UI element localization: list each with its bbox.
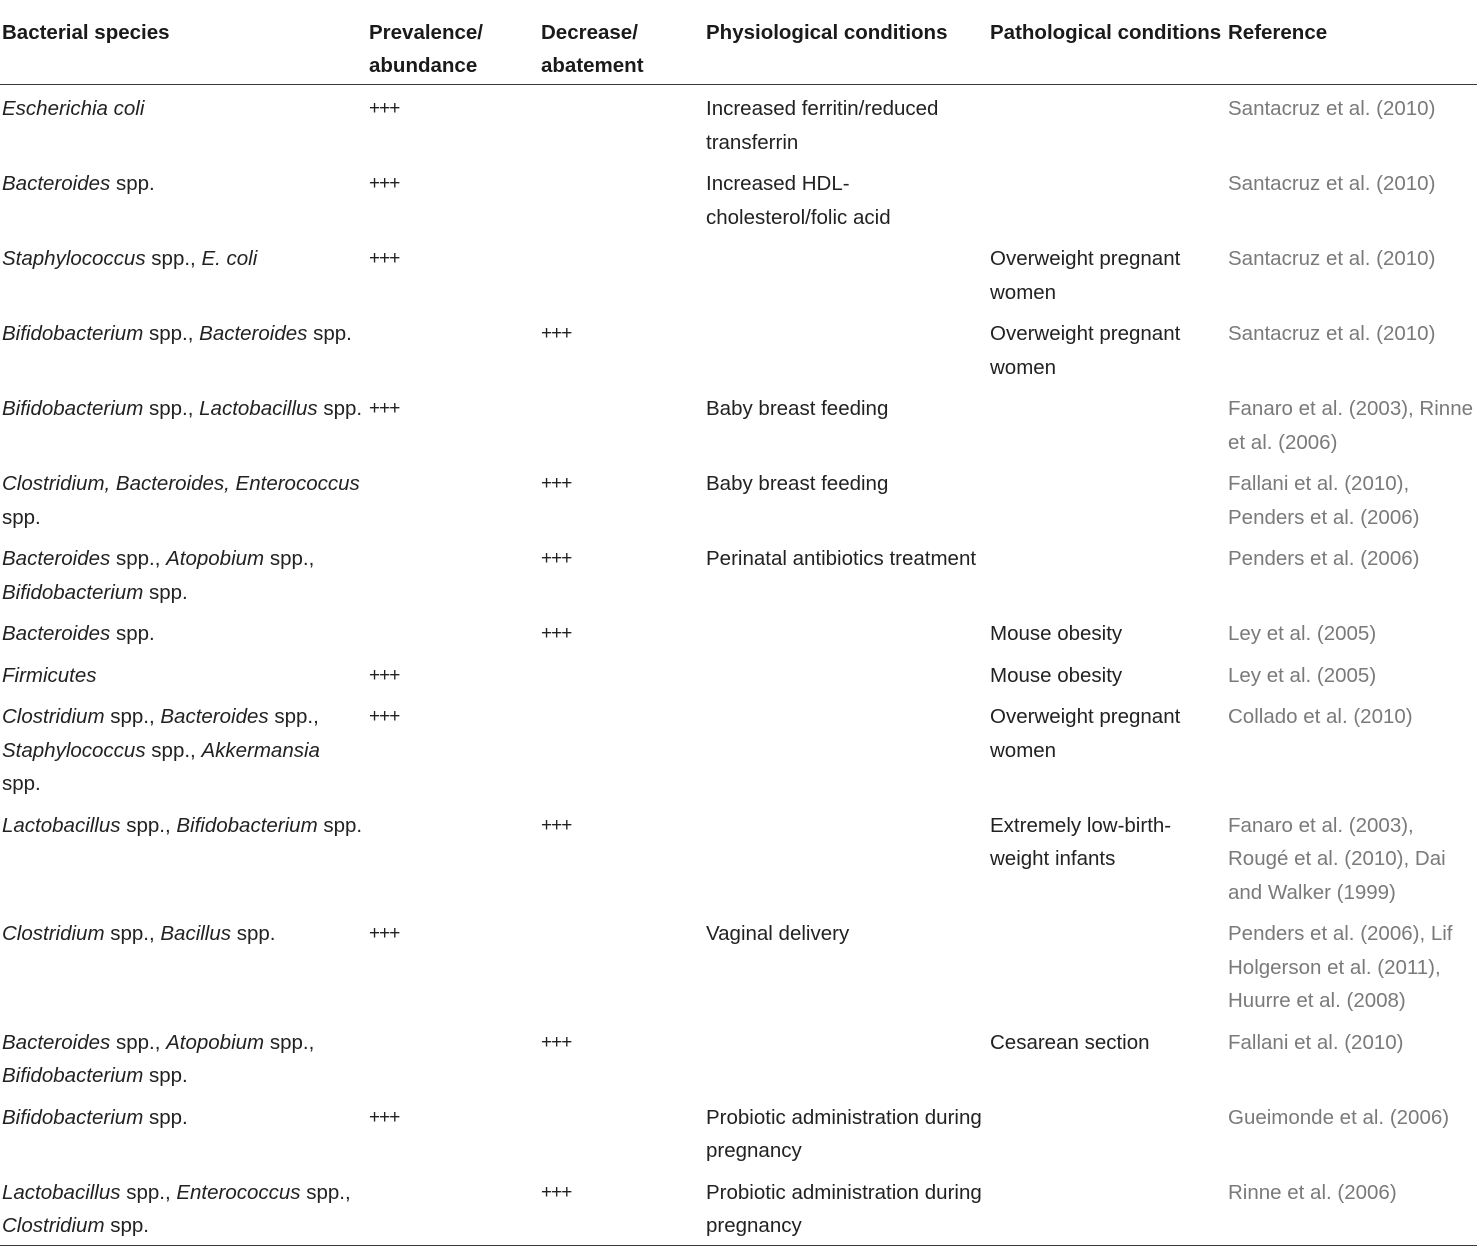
species-text: spp. — [104, 1214, 149, 1237]
header-row — [0, 0, 1477, 85]
physiological-conditions-cell: Baby breast feeding — [706, 397, 889, 420]
species-name-italic: Clostridium — [2, 705, 105, 728]
bacterial-species-cell — [0, 460, 367, 535]
species-name-italic: Bacteroides — [199, 322, 308, 345]
bacterial-species-cell — [0, 910, 367, 1019]
reference-cell: Collado et al. (2010) — [1228, 705, 1413, 728]
physiological-conditions-cell — [704, 310, 988, 385]
table-row — [0, 535, 1477, 610]
decrease-abatement-cell: +++ — [541, 1031, 572, 1053]
physiological-conditions-cell: Probiotic administration during pregnancy — [706, 1105, 982, 1162]
species-text: spp., — [104, 922, 161, 945]
table-row — [0, 1019, 1477, 1094]
pathological-conditions-cell — [988, 460, 1226, 535]
pathological-conditions-cell: Mouse obesity — [990, 622, 1123, 645]
species-name-italic: Clostridium — [2, 922, 105, 945]
physiological-conditions-cell — [704, 802, 988, 911]
header-decrease-abatement: Decrease/ abatement — [539, 0, 704, 85]
physiological-conditions-cell: Baby breast feeding — [706, 472, 889, 495]
bacterial-species-cell — [0, 1169, 367, 1246]
physiological-conditions-cell: Perinatal antibiotics treatment — [706, 547, 977, 570]
pathological-conditions-cell — [988, 1094, 1226, 1169]
pathological-conditions-cell: Cesarean section — [990, 1030, 1150, 1054]
prevalence-abundance-cell: +++ — [369, 173, 400, 194]
species-name-italic: Bacteroides — [2, 547, 111, 570]
species-name-italic: Lactobacillus — [2, 813, 121, 837]
prevalence-abundance-cell — [367, 535, 539, 610]
species-text: spp., — [120, 1180, 177, 1204]
species-name-italic: Bifidobacterium — [2, 322, 144, 345]
species-text: spp. — [2, 505, 41, 529]
species-text: spp. — [317, 813, 363, 837]
species-name-italic: Bacteroides — [160, 705, 269, 728]
species-text: spp., — [110, 1030, 167, 1054]
table-row — [0, 385, 1477, 460]
species-text: spp., — [264, 547, 315, 570]
species-name-italic: Lactobacillus — [199, 397, 318, 420]
table-header — [0, 0, 1477, 85]
bacterial-species-cell — [0, 1094, 367, 1169]
species-name-italic: Enterococcus — [176, 1180, 301, 1204]
physiological-conditions-cell — [704, 610, 988, 652]
prevalence-abundance-cell: +++ — [369, 248, 400, 269]
reference-cell: Gueimonde et al. (2006) — [1228, 1105, 1450, 1129]
physiological-conditions-cell: Increased HDL-cholesterol/folic acid — [706, 172, 891, 229]
species-text: spp., — [145, 738, 202, 762]
species-text: spp. — [143, 1064, 188, 1087]
reference-cell: Fanaro et al. (2003), Rinne et al. (2006) — [1228, 397, 1473, 454]
reference-cell: Santacruz et al. (2010) — [1228, 172, 1436, 195]
physiological-conditions-cell: Increased ferritin/reduced transferrin — [706, 97, 939, 154]
prevalence-abundance-cell: +++ — [369, 1106, 400, 1128]
bacterial-species-cell — [0, 385, 367, 460]
decrease-abatement-cell: +++ — [541, 814, 572, 836]
species-name-italic: Bacillus — [160, 922, 232, 945]
decrease-abatement-cell — [539, 652, 704, 694]
bacterial-species-cell — [0, 535, 367, 610]
pathological-conditions-cell — [988, 910, 1226, 1019]
bacterial-species-cell — [0, 85, 367, 161]
header-prevalence-abundance: Prevalence/ abundance — [367, 0, 539, 85]
species-text: spp., — [110, 547, 167, 570]
decrease-abatement-cell: +++ — [539, 1169, 704, 1246]
table-row — [0, 235, 1477, 310]
species-name-italic: Bacteroides — [2, 1030, 111, 1054]
reference-cell: Santacruz et al. (2010) — [1228, 322, 1436, 345]
prevalence-abundance-cell: +++ — [369, 706, 400, 727]
reference-cell: Santacruz et al. (2010) — [1228, 97, 1436, 120]
bacterial-species-cell — [0, 610, 367, 652]
bacterial-species-cell — [0, 160, 367, 235]
physiological-conditions-cell: Probiotic administration during pregnancy — [704, 1169, 988, 1246]
reference-cell: Fanaro et al. (2003), Rougé et al. (2010), Dai and Walker (1999) — [1228, 813, 1446, 904]
bacterial-species-cell — [0, 652, 367, 694]
species-text: spp. — [307, 322, 352, 345]
pathological-conditions-cell — [988, 160, 1226, 235]
species-name-italic: Staphylococcus — [2, 247, 146, 270]
table-row — [0, 310, 1477, 385]
species-name-italic: Staphylococcus — [2, 738, 146, 762]
species-name-italic: Atopobium — [166, 547, 265, 570]
species-text: spp. — [143, 1105, 188, 1129]
species-name-italic: Escherichia coli — [2, 97, 145, 120]
pathological-conditions-cell — [988, 535, 1226, 610]
species-text: spp. — [317, 397, 363, 420]
decrease-abatement-cell — [539, 85, 704, 161]
species-name-italic: Bacteroides — [2, 172, 111, 195]
pathological-conditions-cell: Overweight pregnant women — [990, 705, 1181, 762]
decrease-abatement-cell: +++ — [541, 323, 572, 344]
bacterial-species-cell — [0, 693, 367, 802]
physiological-conditions-cell: Vaginal delivery — [706, 922, 850, 945]
prevalence-abundance-cell: +++ — [369, 398, 400, 419]
prevalence-abundance-cell: +++ — [369, 664, 400, 686]
species-name-italic: Bifidobacterium — [176, 813, 318, 837]
table-row — [0, 652, 1477, 694]
species-text: spp., — [143, 397, 200, 420]
header-reference: Reference — [1226, 0, 1477, 85]
decrease-abatement-cell — [539, 160, 704, 235]
table-body — [0, 85, 1477, 1246]
species-text: spp., — [268, 705, 319, 728]
table-row — [0, 693, 1477, 802]
prevalence-abundance-cell: +++ — [369, 98, 400, 119]
species-name-italic: Bifidobacterium — [2, 1064, 144, 1087]
prevalence-abundance-cell — [367, 802, 539, 911]
table-row — [0, 802, 1477, 911]
species-text: spp. — [2, 772, 41, 795]
table-row — [0, 1094, 1477, 1169]
decrease-abatement-cell — [539, 693, 704, 802]
decrease-abatement-cell: +++ — [541, 623, 572, 644]
prevalence-abundance-cell: +++ — [369, 923, 400, 944]
table-row — [0, 1169, 1477, 1246]
species-name-italic: Clostridium, Bacteroides, Enterococcus — [2, 472, 360, 495]
pathological-conditions-cell — [988, 85, 1226, 161]
species-text: spp., — [264, 1030, 315, 1054]
species-name-italic: Bifidobacterium — [2, 397, 144, 420]
pathological-conditions-cell — [988, 1169, 1226, 1246]
species-text: spp., — [120, 813, 177, 837]
species-text: spp. — [231, 922, 276, 945]
decrease-abatement-cell: +++ — [541, 548, 572, 569]
physiological-conditions-cell — [704, 1019, 988, 1094]
prevalence-abundance-cell — [367, 1019, 539, 1094]
physiological-conditions-cell — [704, 652, 988, 694]
bacterial-species-cell — [0, 310, 367, 385]
table-row — [0, 460, 1477, 535]
pathological-conditions-cell: Extremely low-birth-weight infants — [990, 813, 1172, 870]
table-row — [0, 85, 1477, 161]
pathological-conditions-cell: Overweight pregnant women — [990, 247, 1181, 304]
decrease-abatement-cell — [539, 1094, 704, 1169]
prevalence-abundance-cell — [367, 1169, 539, 1246]
physiological-conditions-cell — [704, 235, 988, 310]
reference-cell: Fallani et al. (2010) — [1228, 1030, 1404, 1054]
bacterial-species-cell — [0, 235, 367, 310]
species-text: spp. — [110, 172, 155, 195]
table-row — [0, 160, 1477, 235]
species-name-italic: Atopobium — [166, 1030, 265, 1054]
species-name-italic: Akkermansia — [201, 738, 320, 762]
species-name-italic: Bifidobacterium — [2, 1105, 144, 1129]
reference-cell: Rinne et al. (2006) — [1226, 1169, 1477, 1246]
species-name-italic: Firmicutes — [2, 663, 97, 687]
decrease-abatement-cell — [539, 910, 704, 1019]
species-text: spp., — [143, 322, 200, 345]
table-row — [0, 910, 1477, 1019]
species-name-italic: Bifidobacterium — [2, 580, 144, 604]
prevalence-abundance-cell — [367, 460, 539, 535]
header-bacterial-species: Bacterial species — [0, 0, 367, 85]
reference-cell: Penders et al. (2006), Lif Holgerson et al. (2011), Huurre et al. (2008) — [1228, 922, 1453, 1012]
species-text: spp. — [143, 580, 188, 604]
prevalence-abundance-cell — [367, 610, 539, 652]
reference-cell: Ley et al. (2005) — [1228, 622, 1377, 645]
species-name-italic: E. coli — [201, 247, 258, 270]
species-text: spp., — [300, 1180, 351, 1204]
species-name-italic: Clostridium — [2, 1214, 105, 1237]
species-text: spp. — [110, 622, 155, 645]
decrease-abatement-cell — [539, 235, 704, 310]
bacterial-species-cell — [0, 802, 367, 911]
reference-cell: Fallani et al. (2010), Penders et al. (2006) — [1228, 472, 1420, 529]
decrease-abatement-cell — [539, 385, 704, 460]
species-text: spp., — [145, 247, 202, 270]
decrease-abatement-cell: +++ — [541, 473, 572, 494]
species-name-italic: Bacteroides — [2, 622, 111, 645]
physiological-conditions-cell — [704, 693, 988, 802]
pathological-conditions-cell: Mouse obesity — [990, 663, 1123, 687]
reference-cell: Santacruz et al. (2010) — [1228, 247, 1436, 270]
header-pathological-conditions: Pathological conditions — [988, 0, 1226, 85]
table-row — [0, 610, 1477, 652]
species-name-italic: Lactobacillus — [2, 1180, 121, 1204]
species-text: spp., — [104, 705, 161, 728]
reference-cell: Penders et al. (2006) — [1228, 547, 1420, 570]
pathological-conditions-cell: Overweight pregnant women — [990, 322, 1181, 379]
reference-cell: Ley et al. (2005) — [1228, 663, 1377, 687]
bacterial-species-cell — [0, 1019, 367, 1094]
prevalence-abundance-cell — [367, 310, 539, 385]
pathological-conditions-cell — [988, 385, 1226, 460]
header-physiological-conditions: Physiological conditions — [704, 0, 988, 85]
